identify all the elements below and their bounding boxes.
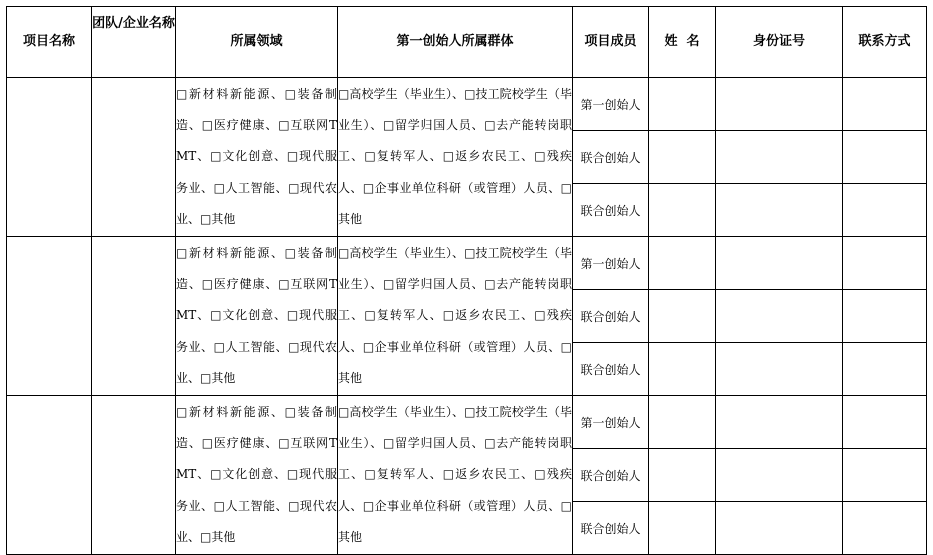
member-role-cell: 第一创始人 [573, 78, 649, 131]
member-contact-cell[interactable] [843, 78, 927, 131]
member-role-cell: 联合创始人 [573, 449, 649, 502]
member-id-cell[interactable] [716, 396, 843, 449]
field-options-cell[interactable]: □新材料新能源、□装备制造、□医疗健康、□互联网TMT、□文化创意、□现代服务业、□人工智能、□现代农业、□其他 [176, 78, 338, 237]
member-row [7, 237, 927, 290]
registration-table [6, 6, 927, 555]
member-id-cell[interactable] [716, 449, 843, 502]
header-team-name: 团队/企业名称 [92, 7, 176, 78]
project-name-cell[interactable] [7, 396, 92, 555]
field-options-cell[interactable]: □新材料新能源、□装备制造、□医疗健康、□互联网TMT、□文化创意、□现代服务业、□人工智能、□现代农业、□其他 [176, 237, 338, 396]
group-options-cell[interactable]: □高校学生（毕业生）、□技工院校学生（毕业生）、□留学归国人员、□去产能转岗职工、□复转军人、□返乡农民工、□残疾人、□企事业单位科研（或管理）人员、□其他 [338, 396, 573, 555]
member-contact-cell[interactable] [843, 237, 927, 290]
header-project-name: 项目名称 [7, 7, 92, 78]
header-field: 所属领域 [176, 7, 338, 78]
member-id-cell[interactable] [716, 343, 843, 396]
header-contact: 联系方式 [843, 7, 927, 78]
member-id-cell[interactable] [716, 290, 843, 343]
member-contact-cell[interactable] [843, 290, 927, 343]
member-name-cell[interactable] [649, 184, 716, 237]
header-id-number: 身份证号 [716, 7, 843, 78]
member-contact-cell[interactable] [843, 184, 927, 237]
member-name-cell[interactable] [649, 131, 716, 184]
member-contact-cell[interactable] [843, 449, 927, 502]
team-name-cell[interactable] [92, 237, 176, 396]
group-options-cell[interactable]: □高校学生（毕业生）、□技工院校学生（毕业生）、□留学归国人员、□去产能转岗职工、□复转军人、□返乡农民工、□残疾人、□企事业单位科研（或管理）人员、□其他 [338, 237, 573, 396]
member-role-cell: 第一创始人 [573, 396, 649, 449]
header-name: 姓 名 [649, 7, 716, 78]
member-id-cell[interactable] [716, 184, 843, 237]
member-name-cell[interactable] [649, 290, 716, 343]
project-name-cell[interactable] [7, 78, 92, 237]
header-founder-group: 第一创始人所属群体 [338, 7, 573, 78]
header-row [7, 7, 927, 78]
member-name-cell[interactable] [649, 396, 716, 449]
member-contact-cell[interactable] [843, 343, 927, 396]
team-name-cell[interactable] [92, 396, 176, 555]
field-options-cell[interactable]: □新材料新能源、□装备制造、□医疗健康、□互联网TMT、□文化创意、□现代服务业、□人工智能、□现代农业、□其他 [176, 396, 338, 555]
member-id-cell[interactable] [716, 131, 843, 184]
header-members: 项目成员 [573, 7, 649, 78]
member-role-cell: 联合创始人 [573, 131, 649, 184]
member-name-cell[interactable] [649, 237, 716, 290]
member-contact-cell[interactable] [843, 131, 927, 184]
member-id-cell[interactable] [716, 237, 843, 290]
member-name-cell[interactable] [649, 449, 716, 502]
member-name-cell[interactable] [649, 78, 716, 131]
member-row [7, 78, 927, 131]
member-role-cell: 联合创始人 [573, 184, 649, 237]
project-name-cell[interactable] [7, 237, 92, 396]
member-name-cell[interactable] [649, 343, 716, 396]
member-role-cell: 联合创始人 [573, 290, 649, 343]
member-role-cell: 联合创始人 [573, 343, 649, 396]
member-contact-cell[interactable] [843, 396, 927, 449]
member-role-cell: 联合创始人 [573, 502, 649, 555]
group-options-cell[interactable]: □高校学生（毕业生）、□技工院校学生（毕业生）、□留学归国人员、□去产能转岗职工、□复转军人、□返乡农民工、□残疾人、□企事业单位科研（或管理）人员、□其他 [338, 78, 573, 237]
member-role-cell: 第一创始人 [573, 237, 649, 290]
team-name-cell[interactable] [92, 78, 176, 237]
member-id-cell[interactable] [716, 78, 843, 131]
member-row [7, 396, 927, 449]
